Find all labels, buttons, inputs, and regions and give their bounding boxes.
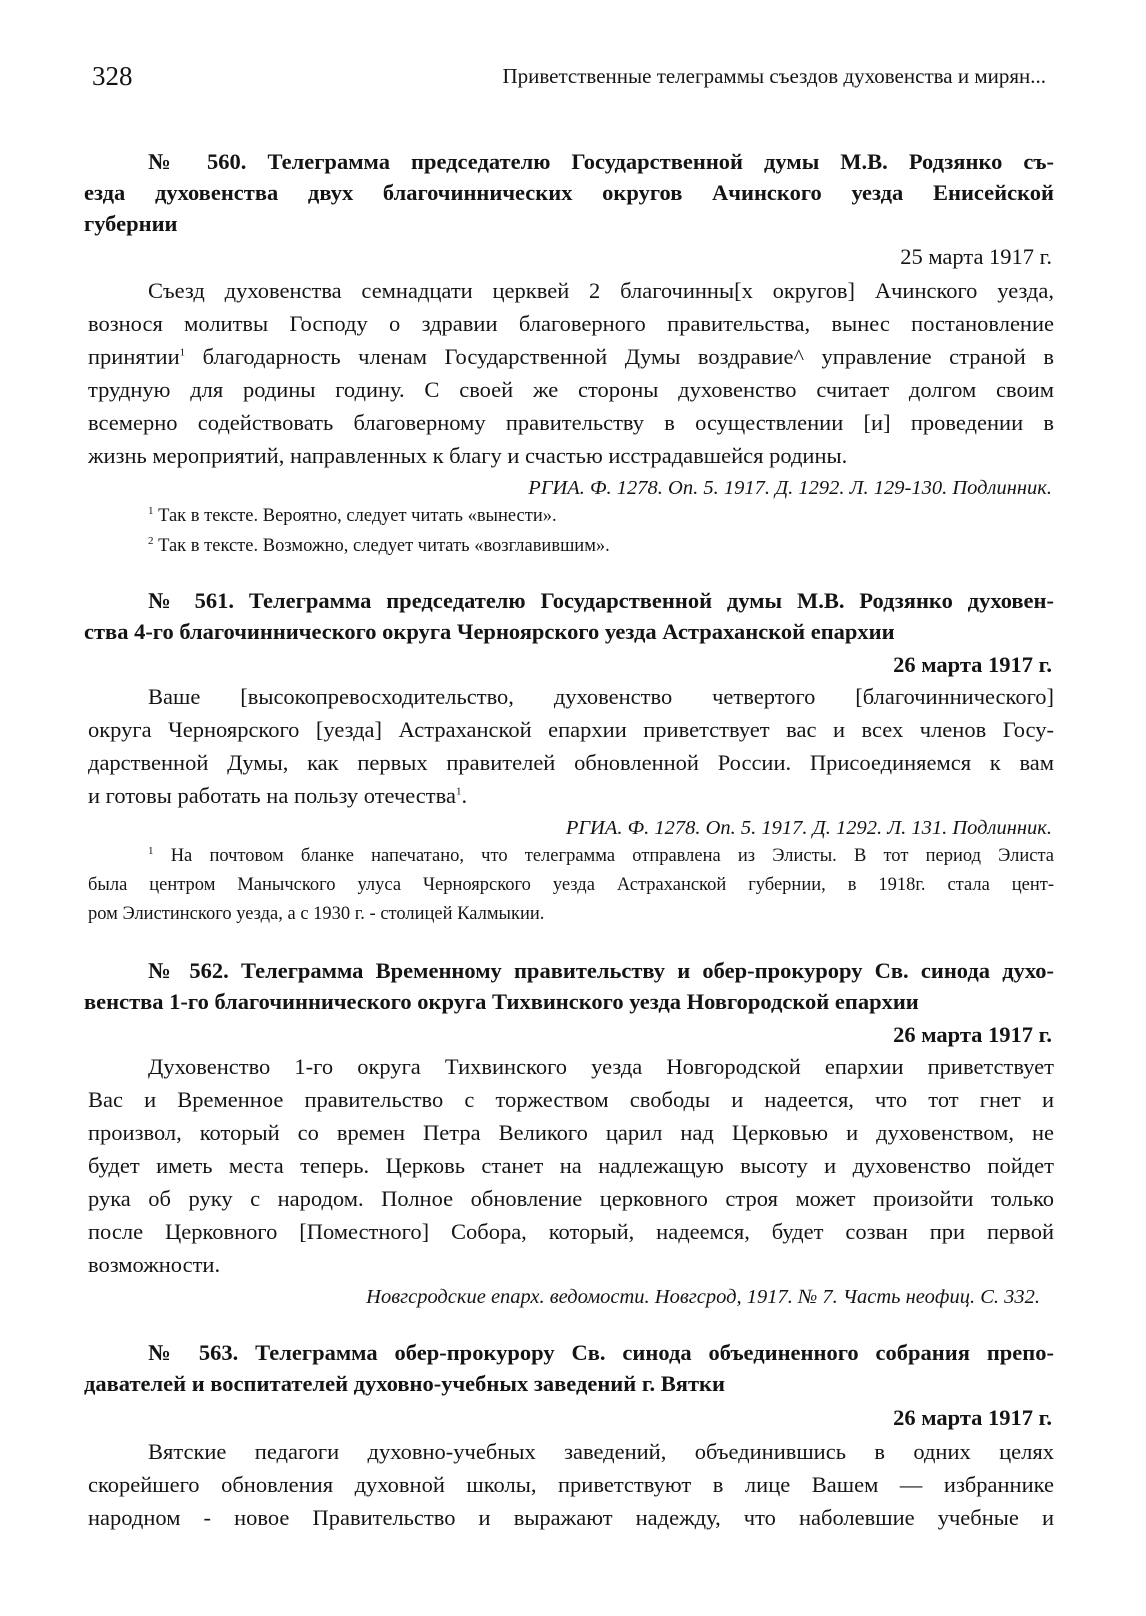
doc-560-title-line-2: езда духовенства двух благочиннических округов Ачинского уезда Енисейской — [84, 180, 1054, 205]
footnote-ref-1: 1 — [455, 785, 462, 798]
doc-561-footnote-1-line-2: была центром Манычского улуса Черноярского уезда Астраханской губернии, в 1918г. стала цент- — [88, 875, 1054, 895]
doc-561-title-line-2: ства 4-го благочиннического округа Черноярского уезда Астраханской епархии — [84, 619, 895, 644]
doc-562-body-line-3: произвол, который со времен Петра Великого царил над Церковью и духовенством, не — [88, 1120, 1054, 1145]
doc-562-body-line-4: будет иметь места теперь. Церковь станет на надлежащую высоту и духовенство пойдет — [88, 1153, 1054, 1178]
doc-561-footnote-1-line-3: ром Элистинского уезда, а с 1930 г. - столицей Калмыкии. — [88, 904, 545, 924]
doc-561-body-line-4 — [88, 785, 467, 808]
doc-561-body-line-4-a: и готовы работать на пользу отечества — [88, 783, 456, 808]
doc-562-date: 26 марта 1917 г. — [893, 1022, 1052, 1047]
doc-561-body-line-2: округа Черноярского [уезда] Астраханской епархии приветствует вас и всех членов Госу- — [88, 717, 1054, 742]
doc-562-body-line-1: Духовенство 1-го округа Тихвинского уезда Новгородской епархии приветствует — [148, 1054, 1054, 1079]
doc-560-body-line-2: вознося молитвы Господу о здравии благоверного правительства, вынес постановление — [88, 311, 1054, 336]
running-title: Приветственные телеграммы съездов духовенства и мирян... — [502, 64, 1046, 88]
doc-560-body-line-3-b: благодарность членам Государственной Думы воздравие^ управление страной в — [185, 344, 1054, 369]
footnote-text: Так в тексте. Возможно, следует читать «возглавившим». — [158, 536, 610, 556]
footnote-text: На почтовом бланке напечатано, что телеграмма отправлена из Элисты. В тот период Элиста — [170, 846, 1054, 866]
doc-561-body-line-3: дарственной Думы, как первых правителей обновленной России. Присоединяемся к вам — [88, 750, 1054, 775]
doc-561-title-line-1: № 561. Телеграмма председателю Государственной думы М.В. Родзянко духовен- — [148, 588, 1054, 613]
doc-563-body-line-2: скорейшего обновления духовной школы, приветствуют в лице Вашем — избраннике — [88, 1472, 1054, 1497]
doc-560-title-line-3: губернии — [84, 211, 178, 236]
doc-560-body-line-4: трудную для родины годину. С своей же стороны духовенство считает долгом своим — [88, 377, 1054, 402]
doc-561-body-line-4-b: . — [461, 783, 468, 808]
doc-561-source: РГИА. Ф. 1278. Оп. 5. 1917. Д. 1292. Л. 131. Подлинник. — [565, 817, 1052, 839]
doc-563-body-line-3: народном - новое Правительство и выражают надежду, что наболевшие учебные и — [88, 1505, 1054, 1530]
doc-560-footnote-1 — [148, 504, 557, 526]
footnote-mark: 1 — [148, 504, 154, 517]
doc-560-body-line-3-a: принятии — [88, 344, 180, 369]
doc-560-title-line-1: № 560. Телеграмма председателю Государственной думы М.В. Родзянко съ- — [148, 149, 1054, 174]
doc-562-source: Новгсродские епарх. ведомости. Новгсрод, 1917. № 7. Часть неофиц. С. 332. — [366, 1286, 1040, 1308]
doc-560-body-line-5: всемерно содействовать благоверному правительству в осуществлении [и] проведении в — [88, 410, 1054, 435]
doc-562-body-line-2: Вас и Временное правительство с торжеством свободы и надеется, что тот гнет и — [88, 1087, 1054, 1112]
doc-561-footnote-1-line-1 — [148, 844, 1054, 866]
doc-562-body-line-6: после Церковного [Поместного] Собора, который, надеемся, будет созван при первой — [88, 1219, 1054, 1244]
doc-562-body-line-5: рука об руку с народом. Полное обновление церковного строя может произойти только — [88, 1186, 1054, 1211]
footnote-ref-1: 1 — [179, 346, 186, 359]
doc-563-date: 26 марта 1917 г. — [893, 1405, 1052, 1430]
doc-563-title-line-2: давателей и воспитателей духовно-учебных заведений г. Вятки — [84, 1371, 725, 1396]
page-number: 328 — [92, 61, 133, 91]
footnote-mark: 2 — [148, 534, 154, 547]
doc-560-source: РГИА. Ф. 1278. Оп. 5. 1917. Д. 1292. Л. 129-130. Подлинник. — [528, 477, 1052, 499]
doc-563-title-line-1: № 563. Телеграмма обер-прокурору Св. синода объединенного собрания препо- — [148, 1340, 1054, 1365]
doc-562-body-line-7: возможности. — [88, 1252, 221, 1277]
doc-562-title-line-1: № 562. Телеграмма Временному правительству и обер-прокурору Св. синода духо- — [148, 958, 1054, 983]
doc-560-body-line-1: Съезд духовенства семнадцати церквей 2 благочинны[х округов] Ачинского уезда, — [148, 278, 1054, 303]
doc-560-body-line-6: жизнь мероприятий, направленных к благу и счастью исстрадавшейся родины. — [88, 443, 848, 468]
footnote-mark: 1 — [148, 844, 154, 857]
doc-562-title-line-2: венства 1-го благочиннического округа Тихвинского уезда Новгородской епархии — [84, 989, 919, 1014]
doc-563-body-line-1: Вятские педагоги духовно-учебных заведений, объединившись в одних целях — [148, 1439, 1054, 1464]
doc-560-footnote-2 — [148, 534, 610, 556]
doc-560-body-line-3 — [88, 346, 1054, 369]
doc-561-date: 26 марта 1917 г. — [893, 652, 1052, 677]
doc-560-date: 25 марта 1917 г. — [900, 244, 1052, 269]
doc-561-body-line-1: Ваше [высокопревосходительство, духовенство четвертого [благочиннического] — [148, 684, 1054, 709]
footnote-text: Так в тексте. Вероятно, следует читать «вынести». — [158, 506, 557, 526]
